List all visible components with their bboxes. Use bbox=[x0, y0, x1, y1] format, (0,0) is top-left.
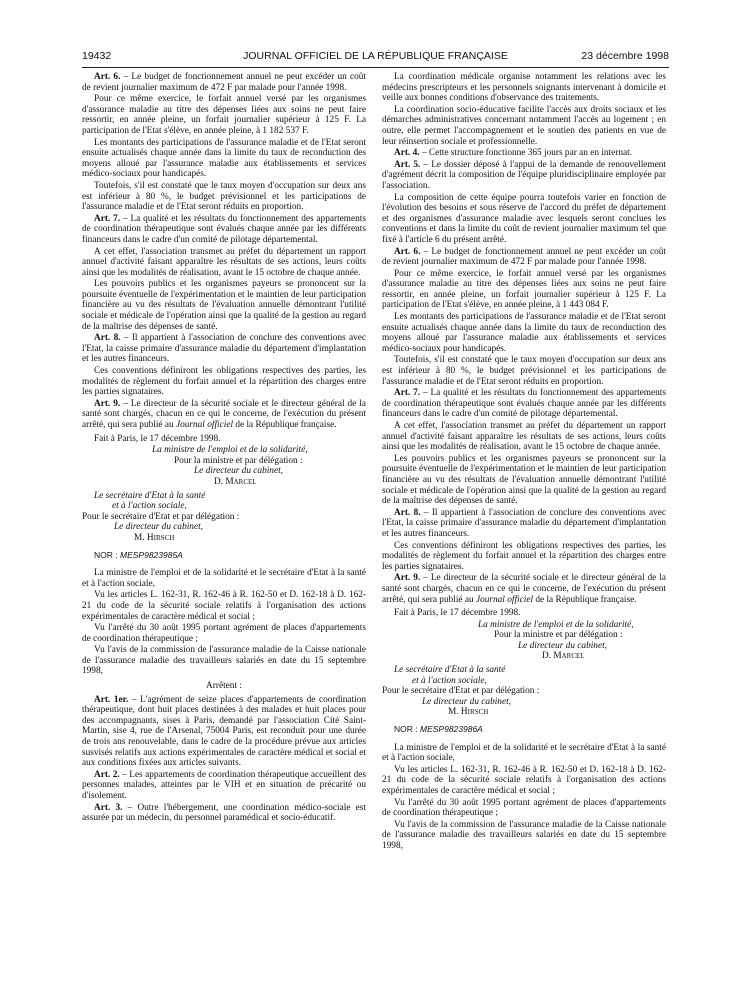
article-5-p2: La composition de cette équipe pourra toutefois varier en fonction de l'évolution des besoins et sous réserve de l'accord du préfet de département et des organismes d'assurance maladie avec lesquels seront conclues les conventions et dans la limite du coût de revient journalier maximum tel que fixé à l'article 6 du présent arrêté. bbox=[382, 192, 666, 245]
article-6-p3: Les montants des participations de l'assurance maladie et de l'Etat seront ensuite actualisés chaque année dans la limite du taux de reconduction des moyens alloué par l'assurance maladie aux établissements et services médico-sociaux pour handicapés. bbox=[382, 312, 666, 354]
article-9-label: Art. 9. bbox=[394, 573, 421, 584]
signature-secretary-name: M. Hirsch bbox=[448, 707, 489, 718]
nor-reference: NOR : MESP9823986A bbox=[394, 724, 483, 735]
article-8-p1: Art. 8. – Il appartient à l'association de conclure des conventions avec l'Etat, la caisse primaire d'assurance maladie du département d'implantation et les autres financeurs. bbox=[382, 507, 666, 539]
article-7-label: Art. 7. bbox=[94, 213, 121, 224]
signature-minister-title: La ministre de l'emploi et de la solidarité, bbox=[478, 619, 634, 630]
article-7-p2: A cet effet, l'association transmet au préfet du département un rapport annuel d'activité faisant apparaître les résultats de ses actions, leurs coûts ainsi que les modalités de réalisation, avant le 15 octobre de chaque année. bbox=[382, 421, 666, 453]
article-8-label: Art. 8. bbox=[394, 507, 421, 518]
signature-minister-title: La ministre de l'emploi et de la solidarité, bbox=[152, 445, 308, 456]
medical-coordination-p: La coordination médicale organise notamment les relations avec les médecins prescripteurs et les personnels soignants intervenant à domicile et veille aux bonnes conditions d'observance des traitements. bbox=[382, 72, 666, 104]
article-6-p4: Toutefois, s'il est constaté que le taux moyen d'occupation sur deux ans est inférieur à 80 %, le budget prévisionnel et les participations de l'assurance maladie et de l'Etat seront réduits en proportion. bbox=[382, 355, 666, 387]
article-7-p1: Art. 7. – La qualité et les résultats du fonctionnement des appartements de coordination thérapeutique sont évalués chaque année par les différents financeurs dans le cadre d'un comité de pilotage départemental. bbox=[82, 213, 366, 245]
article-1-p1: Art. 1er. – L'agrément de seize places d'appartements de coordination thérapeutique, dont huit places destinées à des malades et huit places pour des accompagnants, sises à Paris, demandé par l'association Cité Saint-Martin, sise 4, rue de l'Arsenal, 75004 Paris, est reconduit pour une durée de trois ans renouvelable, dans le cadre de la procédure prévue aux articles susvisés relatifs aux actions expérimentales de caractère médical et social et aux conditions fixées aux articles suivants. bbox=[82, 694, 366, 769]
article-9-label: Art. 9. bbox=[94, 398, 121, 409]
signature-minister-name: D. Marcel bbox=[214, 476, 257, 487]
nor-code: MESP9823986A bbox=[420, 724, 483, 735]
signature-secretary-delegation: Pour le secrétaire d'Etat et par délégation : bbox=[382, 686, 540, 697]
nor-reference: NOR : MESP9823985A bbox=[94, 549, 183, 560]
signature-secretary-title-1: Le secrétaire d'Etat à la santé bbox=[94, 490, 206, 501]
signature-minister-director: Le directeur du cabinet, bbox=[194, 466, 283, 477]
signature-secretary-director: Le directeur du cabinet, bbox=[114, 522, 203, 533]
right-column bbox=[382, 72, 666, 853]
article-5-p1: Art. 5. – Le dossier déposé à l'appui de la demande de renouvellement d'agrément décrit la composition de l'équipe pluridisciplinaire employée par l'association. bbox=[382, 159, 666, 191]
preamble-1: La ministre de l'emploi et de la solidarité et le secrétaire d'Etat à la santé et à l'action sociale, bbox=[382, 742, 666, 764]
preamble-4: Vu l'avis de la commission de l'assurance maladie de la Caisse nationale de l'assurance maladie des travailleurs salariés en date du 15 septembre 1998, bbox=[382, 819, 666, 851]
page-number: 19432 bbox=[82, 50, 112, 62]
preamble-1: La ministre de l'emploi et de la solidarité et le secrétaire d'Etat à la santé et à l'action sociale, bbox=[82, 568, 366, 589]
preamble-4: Vu l'avis de la commission de l'assurance maladie de la Caisse nationale de l'assurance maladie des travailleurs salariés en date du 15 septembre 1998, bbox=[82, 645, 366, 677]
journal-title: JOURNAL OFFICIEL DE LA RÉPUBLIQUE FRANÇAISE bbox=[243, 50, 508, 62]
article-7-p2: A cet effet, l'association transmet au préfet du département un rapport annuel d'activité faisant apparaître les résultats de ses actions, leurs coûts ainsi que les modalités de réalisation, avant le 15 octobre de chaque année. bbox=[82, 246, 366, 278]
signature-secretary-director: Le directeur du cabinet, bbox=[422, 696, 511, 707]
signature-secretary-title-2: et à l'action sociale, bbox=[112, 501, 187, 512]
signature-minister-name: D. Marcel bbox=[542, 651, 585, 662]
article-8-p2: Ces conventions définiront les obligations respectives des parties, les modalités de règlement du forfait annuel et la répartition des charges entre les parties signataires. bbox=[82, 366, 366, 398]
article-7-p3: Les pouvoirs publics et les organismes payeurs se prononcent sur la poursuite éventuelle de l'expérimentation et le maintien de leur participation financière au vu des résultats de l'évaluation annuelle démontrant l'utilité sociale et médicale de l'opération ainsi que la qualité de la gestion au regard de la maîtrise des dépenses de santé. bbox=[82, 279, 366, 332]
article-6-p1: Art. 6. – Le budget de fonctionnement annuel ne peut excéder un coût de revient journalier maximum de 472 F par malade pour l'année 1998. bbox=[82, 72, 367, 93]
article-3-p1: Art. 3. – Outre l'hébergement, une coordination médico-sociale est assurée par un médecin, du personnel paramédical et socio-éducatif. bbox=[82, 802, 366, 824]
arretent-heading: Arrêtent : bbox=[206, 681, 242, 692]
article-5-label: Art. 5. bbox=[394, 159, 421, 170]
article-8-p2: Ces conventions définiront les obligations respectives des parties, les modalités de règlement du forfait annuel et la répartition des charges entre les parties signataires. bbox=[382, 540, 666, 572]
header-rule bbox=[82, 67, 669, 68]
preamble-3: Vu l'arrêté du 30 août 1995 portant agrément de places d'appartements de coordination thérapeutique ; bbox=[382, 797, 666, 819]
signature-secretary-title-2: et à l'action sociale, bbox=[412, 675, 487, 686]
done-at-paris: Fait à Paris, le 17 décembre 1998. bbox=[94, 433, 221, 444]
nor-code: MESP9823985A bbox=[120, 549, 183, 560]
article-7-p3: Les pouvoirs publics et les organismes payeurs se prononcent sur la poursuite éventuelle de l'expérimentation et le maintien de leur participation financière au vu des résultats de l'évaluation annuelle démontrant l'utilité sociale et médicale de l'opération ainsi que la qualité de la gestion au regard de la maîtrise des dépenses de santé. bbox=[382, 453, 666, 507]
article-4-label: Art. 4. bbox=[394, 148, 420, 159]
preamble-3: Vu l'arrêté du 30 août 1995 portant agrément de places d'appartements de coordination thérapeutique ; bbox=[82, 623, 366, 644]
done-at-paris: Fait à Paris, le 17 décembre 1998. bbox=[394, 608, 521, 619]
article-6-p3: Les montants des participations de l'assurance maladie et de l'Etat seront ensuite actualisés chaque année dans la limite du taux de reconduction des moyens alloué par l'assurance maladie aux établissements et services médico-sociaux pour handicapés. bbox=[82, 137, 366, 180]
page-header bbox=[82, 50, 669, 64]
signature-secretary-name: M. Hirsch bbox=[134, 532, 175, 543]
article-9-p1: Art. 9. – Le directeur de la sécurité sociale et le directeur général de la santé sont chargés, chacun en ce qui le concerne, de l'exécution du présent arrêté, qui sera publié au Journal officiel de la République française. bbox=[382, 573, 666, 605]
signature-minister-director: Le directeur du cabinet, bbox=[518, 640, 607, 651]
signature-secretary-title-1: Le secrétaire d'Etat à la santé bbox=[394, 665, 506, 676]
article-2-p1: Art. 2. – Les appartements de coordination thérapeutique accueillent des personnes malades, atteintes par le VIH et en situation de précarité ou d'isolement. bbox=[82, 769, 367, 801]
article-6-p2: Pour ce même exercice, le forfait annuel versé par les organismes d'assurance maladie au titre des dépenses liées aux soins ne peut faire ressortir, en année pleine, un forfait journalier supérieur à 125 F. La participation de l'Etat s'élève, en année pleine, à 1 443 084 F. bbox=[382, 268, 666, 311]
article-4-p1: Art. 4. – Cette structure fonctionne 365 jours par an en internat. bbox=[394, 148, 633, 159]
article-2-label: Art. 2. bbox=[94, 769, 120, 780]
article-8-p1: Art. 8. – Il appartient à l'association de conclure des conventions avec l'Etat, la caisse primaire d'assurance maladie du département d'implantation et les autres financeurs. bbox=[82, 333, 366, 365]
preamble-2: Vu les articles L. 162-31, R. 162-46 à R. 162-50 et D. 162-18 à D. 162-21 du code de la sécurité sociale relatifs à l'organisation des actions expérimentales de caractère médical et social ; bbox=[382, 764, 666, 796]
article-6-label: Art. 6. bbox=[394, 246, 421, 257]
signature-minister-delegation: Pour la ministre et par délégation : bbox=[494, 630, 623, 641]
article-6-p2: Pour ce même exercice, le forfait annuel versé par les organismes d'assurance maladie au titre des dépenses liées aux soins ne peut faire ressortir, en année pleine, un forfait journalier supérieur à 125 F. La participation de l'Etat s'élève, en année pleine, à 1 182 537 F. bbox=[82, 94, 366, 136]
signature-secretary-delegation: Pour le secrétaire d'Etat et par délégation : bbox=[82, 511, 240, 522]
left-column bbox=[82, 72, 366, 825]
preamble-2: Vu les articles L. 162-31, R. 162-46 à R. 162-50 et D. 162-18 à D. 162-21 du code de la sécurité sociale relatifs à l'organisation des actions expérimentales de caractère médical et social ; bbox=[82, 590, 366, 622]
article-7-p1: Art. 7. – La qualité et les résultats du fonctionnement des appartements de coordination thérapeutique sont évalués chaque année par les différents financeurs dans le cadre d'un comité de pilotage départemental. bbox=[382, 388, 666, 420]
article-6-p1: Art. 6. – Le budget de fonctionnement annuel ne peut excéder un coût de revient journalier maximum de 472 F par malade pour l'année 1998. bbox=[382, 246, 667, 268]
article-3-label: Art. 3. bbox=[94, 802, 123, 813]
article-1-label: Art. 1er. bbox=[94, 694, 129, 705]
article-9-p1: Art. 9. – Le directeur de la sécurité sociale et le directeur général de la santé sont chargés, chacun en ce qui le concerne, de l'exécution du présent arrêté, qui sera publié au Journal officiel de la République française. bbox=[82, 398, 366, 430]
issue-date: 23 décembre 1998 bbox=[581, 50, 669, 62]
socio-educative-coordination-p: La coordination socio-éducative facilite l'accès aux droits sociaux et les démarches administratives concernant notamment l'accès au logement ; en outre, elle permet l'accompagnement et le soutien des patients en vue de leur réinsertion sociale et professionnelle. bbox=[382, 104, 666, 147]
signature-minister-delegation: Pour la ministre et par délégation : bbox=[174, 455, 303, 466]
article-6-p4: Toutefois, s'il est constaté que le taux moyen d'occupation sur deux ans est inférieur à 80 %, le budget prévisionnel et les participations de l'assurance maladie et de l'Etat seront réduits en proportion. bbox=[82, 180, 366, 213]
article-7-label: Art. 7. bbox=[394, 388, 421, 399]
article-6-label: Art. 6. bbox=[94, 72, 121, 82]
article-8-label: Art. 8. bbox=[94, 333, 121, 344]
